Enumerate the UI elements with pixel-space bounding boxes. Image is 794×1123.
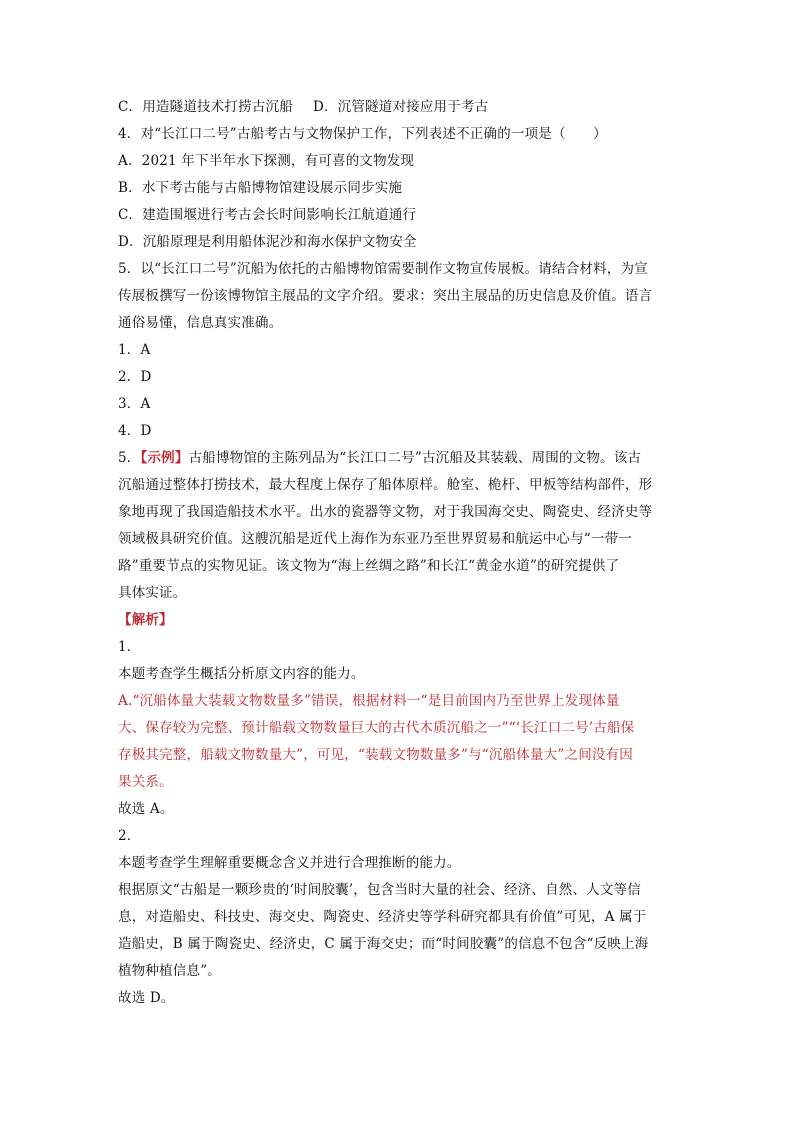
analysis-item-1-number: 1． (118, 639, 141, 655)
analysis-item-1-line: 大、保存较为完整、预计船载文物数量巨大的古代木质沉船之一”“‘长江口二号’古船保 (118, 720, 635, 736)
analysis-item-1-red-line: A.“沉船体量大装载文物数量多”错误，根据材料一“是目前国内乃至世界上发现体量 (118, 693, 620, 709)
example-line: 领域极具研究价值。这艘沉船是近代上海作为东亚乃至世界贸易和航运中心与“一带一 (118, 531, 633, 547)
q5-stem-line-1: 5．以“长江口二号”沉船为依托的古船博物馆需要制作文物宣传展板。请结合材料，为宣 (118, 261, 648, 277)
example-tag: 【示例】 (140, 450, 189, 466)
example-line: 沉船通过整体打捞技术，最大程度上保存了船体原样。舱室、桅杆、甲板等结构部件，形 (118, 477, 653, 493)
analysis-item-1-intro: 本题考查学生概括分析原文内容的能力。 (118, 666, 365, 682)
analysis-heading: 【解析】 (118, 612, 173, 628)
answer-3: 3．A (118, 396, 151, 412)
analysis-item-2-conclusion: 故选 D。 (118, 990, 175, 1006)
analysis-item-1-line: 存极其完整，船载文物数量大”，可见，“装载文物数量多”与“沉船体量大”之间没有因 (118, 747, 634, 763)
analysis-item-2-line: 息，对造船史、科技史、海交史、陶瓷史、经济史等学科研究都具有价值”可见，A 属于 (118, 909, 647, 925)
analysis-item-1-conclusion: 故选 A。 (118, 801, 174, 817)
analysis-item-2-intro: 本题考查学生理解重要概念含义并进行合理推断的能力。 (118, 855, 461, 871)
example-line: 路”重要节点的实物见证。该文物为“海上丝绸之路”和长江“黄金水道”的研究提供了 (118, 558, 620, 574)
q5-stem-line-3: 通俗易懂，信息真实准确。 (118, 315, 283, 331)
q5-stem-line-2: 传展板撰写一份该博物馆主展品的文字介绍。要求：突出主展品的历史信息及价值。语言 (118, 288, 653, 304)
answer-1: 1．A (118, 342, 151, 358)
q3-option-c: C．用造隧道技术打捞古沉船 (118, 99, 293, 115)
example-line: 具体实证。 (118, 585, 187, 601)
analysis-item-2-line: 植物种植信息”。 (118, 963, 222, 979)
answer-4: 4．D (118, 423, 152, 439)
q4-stem: 4．对“长江口二号”古船考古与文物保护工作，下列表述不正确的一项是（ ） (118, 126, 607, 142)
analysis-item-1-line: 果关系。 (118, 774, 173, 790)
example-line: 象地再现了我国造船技术水平。出水的瓷器等文物，对于我国海交史、陶瓷史、经济史等 (118, 504, 653, 520)
example-text: 古船博物馆的主陈列品为“长江口二号”古沉船及其装载、周围的文物。该古 (188, 450, 642, 466)
analysis-item-2-line: 根据原文“古船是一颗珍贵的‘时间胶囊’，包含当时大量的社会、经济、自然、人文等信 (118, 882, 641, 898)
q4-option-b: B．水下考古能与古船博物馆建设展示同步实施 (118, 180, 403, 196)
analysis-item-2-number: 2． (118, 828, 141, 844)
q4-option-a: A．2021 年下半年水下探测，有可喜的文物发现 (118, 153, 415, 169)
example-number: 5． (118, 450, 141, 466)
q4-option-d: D．沉船原理是利用船体泥沙和海水保护文物安全 (118, 234, 417, 250)
q4-option-c: C．建造围堰进行考古会长时间影响长江航道通行 (118, 207, 417, 223)
answer-2: 2．D (118, 369, 152, 385)
q3-option-d: D．沉管隧道对接应用于考古 (312, 99, 489, 115)
analysis-item-2-line: 造船史，B 属于陶瓷史、经济史，C 属于海交史；而“时间胶囊”的信息不包含“反映上海 (118, 936, 649, 952)
example-first-line (118, 445, 680, 472)
q3-options-line (118, 94, 680, 121)
